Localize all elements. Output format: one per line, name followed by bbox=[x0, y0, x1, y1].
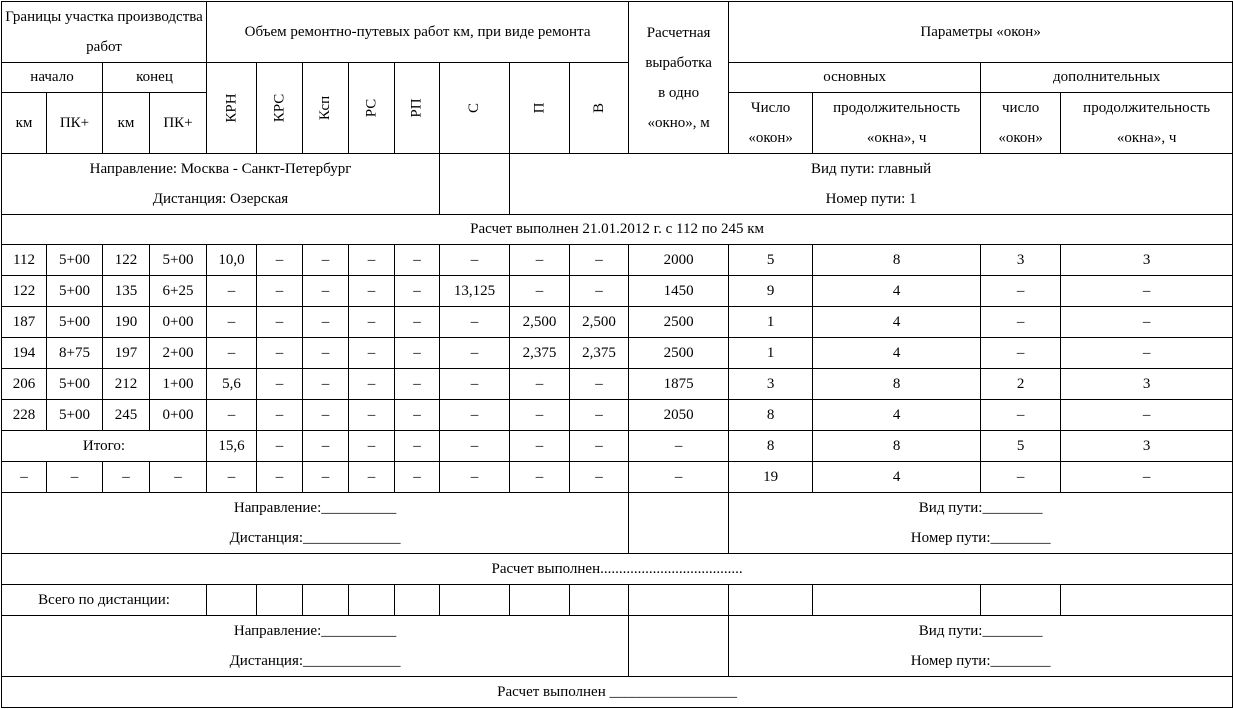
table-cell: 4 bbox=[813, 338, 981, 369]
table-cell: 0+00 bbox=[150, 400, 207, 431]
table-cell: 1 bbox=[729, 338, 813, 369]
table-cell: – bbox=[349, 307, 395, 338]
table-cell bbox=[729, 585, 813, 616]
table-cell: 2000 bbox=[629, 245, 729, 276]
table-cell: 1+00 bbox=[150, 369, 207, 400]
table-cell: – bbox=[303, 338, 349, 369]
section-track: Вид пути: главный Номер пути: 1 bbox=[510, 154, 1233, 215]
table-cell bbox=[303, 585, 349, 616]
table-cell: – bbox=[349, 245, 395, 276]
table-cell: – bbox=[257, 462, 303, 493]
table-cell: – bbox=[303, 369, 349, 400]
table-cell: – bbox=[395, 307, 440, 338]
table-cell: – bbox=[440, 307, 510, 338]
table-cell: 197 bbox=[103, 338, 150, 369]
table-cell: 135 bbox=[103, 276, 150, 307]
header-repair-v: В bbox=[570, 63, 629, 154]
table-cell bbox=[813, 585, 981, 616]
table-cell: – bbox=[303, 245, 349, 276]
table-cell: – bbox=[510, 245, 570, 276]
table-cell bbox=[349, 585, 395, 616]
table-cell: – bbox=[349, 431, 395, 462]
table-cell: – bbox=[510, 369, 570, 400]
table-cell: – bbox=[395, 462, 440, 493]
table-cell bbox=[440, 585, 510, 616]
table-cell: 0+00 bbox=[150, 307, 207, 338]
header-window-params: Параметры «окон» bbox=[729, 2, 1233, 63]
table-cell: – bbox=[981, 462, 1061, 493]
table-cell: – bbox=[349, 462, 395, 493]
header-repair-p: П bbox=[510, 63, 570, 154]
total-label: Итого: bbox=[2, 431, 207, 462]
table-row bbox=[2, 307, 1233, 338]
table-cell: – bbox=[570, 369, 629, 400]
table-cell: – bbox=[257, 307, 303, 338]
header-start-pk: ПК+ bbox=[47, 93, 103, 154]
blank2-direction: Направление:__________ Дистанция:_____________ bbox=[2, 616, 629, 677]
table-cell: 3 bbox=[1061, 431, 1233, 462]
table-cell: – bbox=[440, 245, 510, 276]
table-cell: 10,0 bbox=[207, 245, 257, 276]
table-cell: – bbox=[395, 245, 440, 276]
table-cell: 5,6 bbox=[207, 369, 257, 400]
table-cell: – bbox=[570, 276, 629, 307]
table-cell: 212 bbox=[103, 369, 150, 400]
table-cell: – bbox=[440, 431, 510, 462]
header-main: основных bbox=[729, 63, 981, 93]
table-cell: – bbox=[510, 276, 570, 307]
table-cell: 19 bbox=[729, 462, 813, 493]
table-cell: 4 bbox=[813, 307, 981, 338]
table-cell: – bbox=[629, 462, 729, 493]
header-volume: Объем ремонтно-путевых работ км, при виде ремонта bbox=[207, 2, 629, 63]
header-count-add: число «окон» bbox=[981, 93, 1061, 154]
table-cell: – bbox=[207, 276, 257, 307]
table-cell: – bbox=[981, 338, 1061, 369]
table-cell: – bbox=[207, 338, 257, 369]
table-cell: – bbox=[207, 400, 257, 431]
header-repair-ksp: Ксп bbox=[303, 63, 349, 154]
table-row bbox=[2, 276, 1233, 307]
table-cell: – bbox=[47, 462, 103, 493]
table-cell bbox=[395, 585, 440, 616]
table-cell: – bbox=[440, 338, 510, 369]
section-calc: Расчет выполнен 21.01.2012 г. с 112 по 245 км bbox=[2, 215, 1233, 245]
table-cell: – bbox=[257, 338, 303, 369]
table-cell: – bbox=[440, 369, 510, 400]
header-additional: дополнительных bbox=[981, 63, 1233, 93]
table-cell: 194 bbox=[2, 338, 47, 369]
table-cell: 122 bbox=[2, 276, 47, 307]
section-spacer bbox=[440, 154, 510, 215]
table-cell: 8 bbox=[729, 400, 813, 431]
header-end-km: км bbox=[103, 93, 150, 154]
table-cell: – bbox=[257, 400, 303, 431]
blank2-spacer bbox=[629, 616, 729, 677]
distance-total-row bbox=[2, 585, 1233, 616]
table-cell: – bbox=[981, 400, 1061, 431]
blank1-calc: Расчет выполнен...................................... bbox=[2, 554, 1233, 585]
blank1-direction: Направление:__________ Дистанция:_____________ bbox=[2, 493, 629, 554]
table-cell: – bbox=[395, 338, 440, 369]
table-row bbox=[2, 338, 1233, 369]
table-cell: 1450 bbox=[629, 276, 729, 307]
header-start-km: км bbox=[2, 93, 47, 154]
table-cell: – bbox=[349, 400, 395, 431]
table-cell: 1875 bbox=[629, 369, 729, 400]
header-repair-rs: РС bbox=[349, 63, 395, 154]
table-cell: – bbox=[629, 431, 729, 462]
table-cell: – bbox=[395, 400, 440, 431]
repair-work-table bbox=[1, 1, 1233, 708]
table-cell: – bbox=[303, 431, 349, 462]
table-cell: 4 bbox=[813, 400, 981, 431]
table-cell: – bbox=[257, 276, 303, 307]
blank1-spacer bbox=[629, 493, 729, 554]
table-cell: 3 bbox=[1061, 245, 1233, 276]
header-count-main: Число «окон» bbox=[729, 93, 813, 154]
table-cell: 245 bbox=[103, 400, 150, 431]
blank2-calc: Расчет выполнен _________________ bbox=[2, 677, 1233, 708]
table-cell: 5 bbox=[981, 431, 1061, 462]
table-cell: – bbox=[1061, 307, 1233, 338]
table-cell: – bbox=[395, 276, 440, 307]
table-cell: 6+25 bbox=[150, 276, 207, 307]
table-row bbox=[2, 245, 1233, 276]
table-cell: 5+00 bbox=[47, 400, 103, 431]
header-start: начало bbox=[2, 63, 103, 93]
table-cell: 8 bbox=[729, 431, 813, 462]
table-cell: – bbox=[395, 369, 440, 400]
table-cell: – bbox=[570, 245, 629, 276]
table-cell: 4 bbox=[813, 276, 981, 307]
table-cell: 8+75 bbox=[47, 338, 103, 369]
table-cell: 190 bbox=[103, 307, 150, 338]
total-row bbox=[2, 431, 1233, 462]
header-duration-add: продолжительность «окна», ч bbox=[1061, 93, 1233, 154]
table-cell: – bbox=[207, 307, 257, 338]
table-cell: – bbox=[257, 245, 303, 276]
table-cell: – bbox=[395, 431, 440, 462]
table-cell: – bbox=[510, 431, 570, 462]
table-cell: – bbox=[257, 431, 303, 462]
header-repair-krn: КРН bbox=[207, 63, 257, 154]
table-cell: – bbox=[303, 400, 349, 431]
table-cell: 8 bbox=[813, 369, 981, 400]
header-end-pk: ПК+ bbox=[150, 93, 207, 154]
table-cell: 2050 bbox=[629, 400, 729, 431]
table-cell: 5 bbox=[729, 245, 813, 276]
table-cell bbox=[510, 585, 570, 616]
table-cell: – bbox=[510, 400, 570, 431]
table-cell: 8 bbox=[813, 431, 981, 462]
table-cell: – bbox=[440, 462, 510, 493]
table-cell: – bbox=[2, 462, 47, 493]
table-row bbox=[2, 400, 1233, 431]
table-cell: 15,6 bbox=[207, 431, 257, 462]
total-summary-row bbox=[2, 462, 1233, 493]
table-cell: – bbox=[207, 462, 257, 493]
header-output: Расчетная выработка в одно «окно», м bbox=[629, 2, 729, 154]
table-cell: 3 bbox=[1061, 369, 1233, 400]
table-cell: – bbox=[257, 369, 303, 400]
table-row bbox=[2, 369, 1233, 400]
table-cell bbox=[207, 585, 257, 616]
table-cell: 9 bbox=[729, 276, 813, 307]
table-cell: 2 bbox=[981, 369, 1061, 400]
table-cell: 3 bbox=[981, 245, 1061, 276]
table-cell: – bbox=[150, 462, 207, 493]
table-cell: 13,125 bbox=[440, 276, 510, 307]
table-cell: 5+00 bbox=[47, 276, 103, 307]
table-cell bbox=[981, 585, 1061, 616]
table-cell: 187 bbox=[2, 307, 47, 338]
table-cell: – bbox=[981, 276, 1061, 307]
table-cell bbox=[570, 585, 629, 616]
table-cell: – bbox=[103, 462, 150, 493]
header-end: конец bbox=[103, 63, 207, 93]
table-cell: 2,375 bbox=[570, 338, 629, 369]
table-cell: – bbox=[1061, 462, 1233, 493]
header-repair-rp: РП bbox=[395, 63, 440, 154]
table-cell: 112 bbox=[2, 245, 47, 276]
table-cell: 8 bbox=[813, 245, 981, 276]
table-cell: – bbox=[570, 400, 629, 431]
table-cell: 2500 bbox=[629, 307, 729, 338]
blank1-track: Вид пути:________ Номер пути:________ bbox=[729, 493, 1233, 554]
table-cell: – bbox=[981, 307, 1061, 338]
table-cell: 4 bbox=[813, 462, 981, 493]
header-boundaries: Границы участка производства работ bbox=[2, 2, 207, 63]
table-cell: – bbox=[510, 462, 570, 493]
table-cell: – bbox=[349, 338, 395, 369]
table-cell: 228 bbox=[2, 400, 47, 431]
table-cell bbox=[629, 585, 729, 616]
table-cell: 1 bbox=[729, 307, 813, 338]
header-repair-krs: КРС bbox=[257, 63, 303, 154]
table-cell: – bbox=[349, 276, 395, 307]
distance-total-label: Всего по дистанции: bbox=[2, 585, 207, 616]
table-cell: – bbox=[1061, 400, 1233, 431]
table-cell bbox=[257, 585, 303, 616]
table-cell: – bbox=[303, 307, 349, 338]
table-cell: 2500 bbox=[629, 338, 729, 369]
table-cell: – bbox=[349, 369, 395, 400]
header-duration-main: продолжительность «окна», ч bbox=[813, 93, 981, 154]
table-cell: – bbox=[1061, 338, 1233, 369]
table-cell: 5+00 bbox=[47, 245, 103, 276]
table-cell: – bbox=[1061, 276, 1233, 307]
table-cell: 3 bbox=[729, 369, 813, 400]
table-cell bbox=[1061, 585, 1233, 616]
table-cell: 2+00 bbox=[150, 338, 207, 369]
header-repair-s: С bbox=[440, 63, 510, 154]
table-cell: – bbox=[570, 431, 629, 462]
table-cell: 5+00 bbox=[47, 369, 103, 400]
table-cell: 5+00 bbox=[150, 245, 207, 276]
table-cell: – bbox=[303, 462, 349, 493]
table-cell: 2,500 bbox=[570, 307, 629, 338]
table-cell: – bbox=[570, 462, 629, 493]
table-cell: 5+00 bbox=[47, 307, 103, 338]
table-cell: 122 bbox=[103, 245, 150, 276]
table-cell: – bbox=[440, 400, 510, 431]
section-direction: Направление: Москва - Санкт-Петербург Дистанция: Озерская bbox=[2, 154, 440, 215]
table-cell: 2,500 bbox=[510, 307, 570, 338]
blank2-track: Вид пути:________ Номер пути:________ bbox=[729, 616, 1233, 677]
table-cell: – bbox=[303, 276, 349, 307]
table-cell: 2,375 bbox=[510, 338, 570, 369]
table-cell: 206 bbox=[2, 369, 47, 400]
